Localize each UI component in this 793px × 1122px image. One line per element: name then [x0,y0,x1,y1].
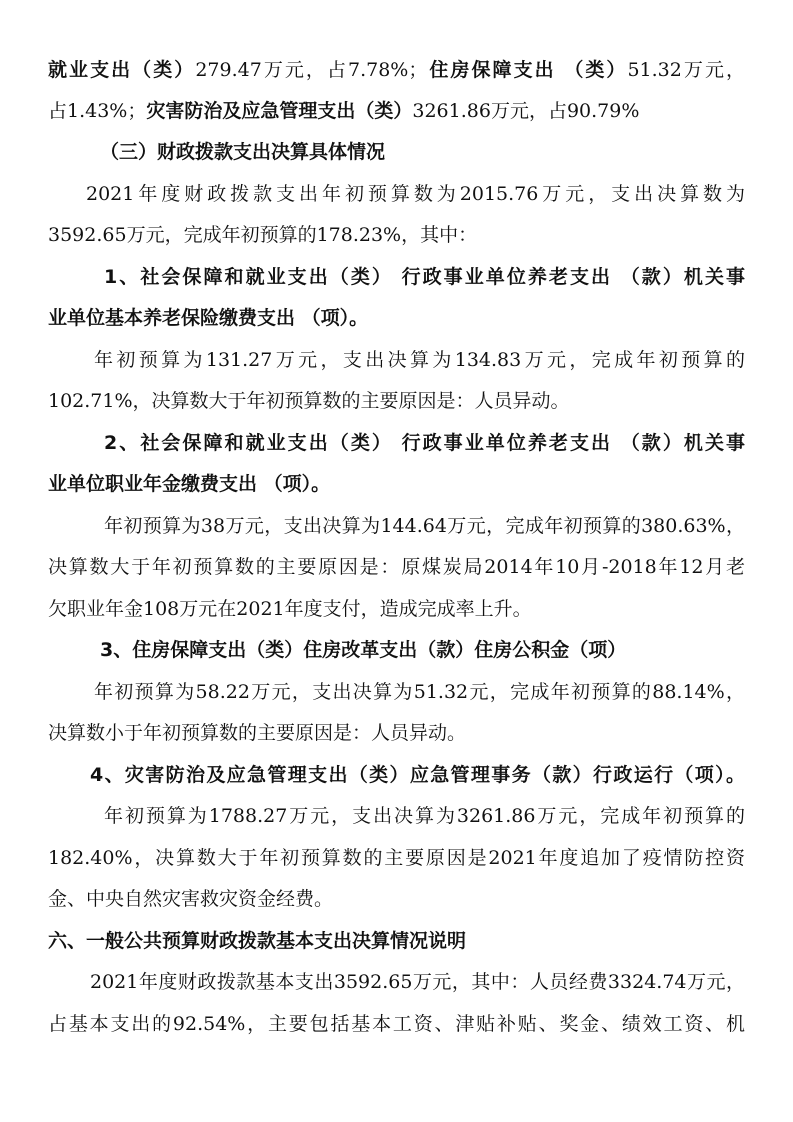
item-2-title-line-1: 2、社会保障和就业支出（类） 行政事业单位养老支出 （款）机关事 [104,432,745,454]
section-6-body-line-1: 2021年度财政拨款基本支出3592.65万元，其中：人员经费3324.74万元， [90,971,745,993]
section-6-body-line-2: 占基本支出的92.54%，主要包括基本工资、津贴补贴、奖金、绩效工资、机 [48,1013,745,1035]
item-2-title-line-2: 业单位职业年金缴费支出 （项）。 [48,473,331,495]
intro-category-housing: 住房保障支出 （类） [427,59,628,81]
item-1-body-line-1: 年初预算为131.27万元，支出决算为134.83万元，完成年初预算的 [94,349,745,371]
section-3-heading: （三）财政拨款支出决算具体情况 [100,141,386,163]
item-3-body-line-1: 年初预算为58.22万元，支出决算为51.32元，完成年初预算的88.14%， [94,681,745,703]
intro-disaster-value: 3261.86万元，占90.79% [412,100,640,122]
item-1-body-line-2: 102.71%，决算数大于年初预算数的主要原因是：人员异动。 [48,390,570,412]
intro-line-2 [48,97,639,125]
item-4-body-line-2: 182.40%，决算数大于年初预算数的主要原因是2021年度追加了疫情防控资 [48,847,745,869]
intro-line-1 [48,56,745,84]
section-6-heading: 六、一般公共预算财政拨款基本支出决算情况说明 [48,930,467,952]
intro-category-employment: 就业支出（类） [48,59,196,81]
intro-housing-value: 51.32万元， [627,59,745,81]
section-3-summary-line-2: 3592.65万元，完成年初预算的178.23%，其中： [48,224,478,246]
item-2-body-line-3: 欠职业年金108万元在2021年度支付，造成完成率上升。 [48,598,532,620]
item-1-title-line-1: 1、社会保障和就业支出（类） 行政事业单位养老支出 （款）机关事 [104,266,745,288]
item-1-title-line-2: 业单位基本养老保险缴费支出 （项）。 [48,307,369,329]
section-3-summary-line-1: 2021年度财政拨款支出年初预算数为2015.76万元，支出决算数为 [86,183,745,205]
item-4-body-line-1: 年初预算为1788.27万元，支出决算为3261.86万元，完成年初预算的 [104,805,745,827]
item-3-title-line-1: 3、住房保障支出（类）住房改革支出（款）住房公积金（项） [100,639,627,661]
item-2-body-line-2: 决算数大于年初预算数的主要原因是：原煤炭局2014年10月-2018年12月老 [48,556,745,578]
item-4-body-line-3: 金、中央自然灾害救灾资金经费。 [48,888,334,910]
item-4-title-line-1: 4、灾害防治及应急管理支出（类）应急管理事务（款）行政运行（项）。 [90,764,745,786]
item-3-body-line-2: 决算数小于年初预算数的主要原因是：人员异动。 [48,722,467,744]
intro-employment-value: 279.47万元，占7.78%； [195,59,428,81]
intro-category-disaster: 灾害防治及应急管理支出（类） [146,100,413,122]
item-2-body-line-1: 年初预算为38万元，支出决算为144.64万元，完成年初预算的380.63%， [104,515,745,537]
intro-housing-share: 占1.43%； [48,100,147,122]
